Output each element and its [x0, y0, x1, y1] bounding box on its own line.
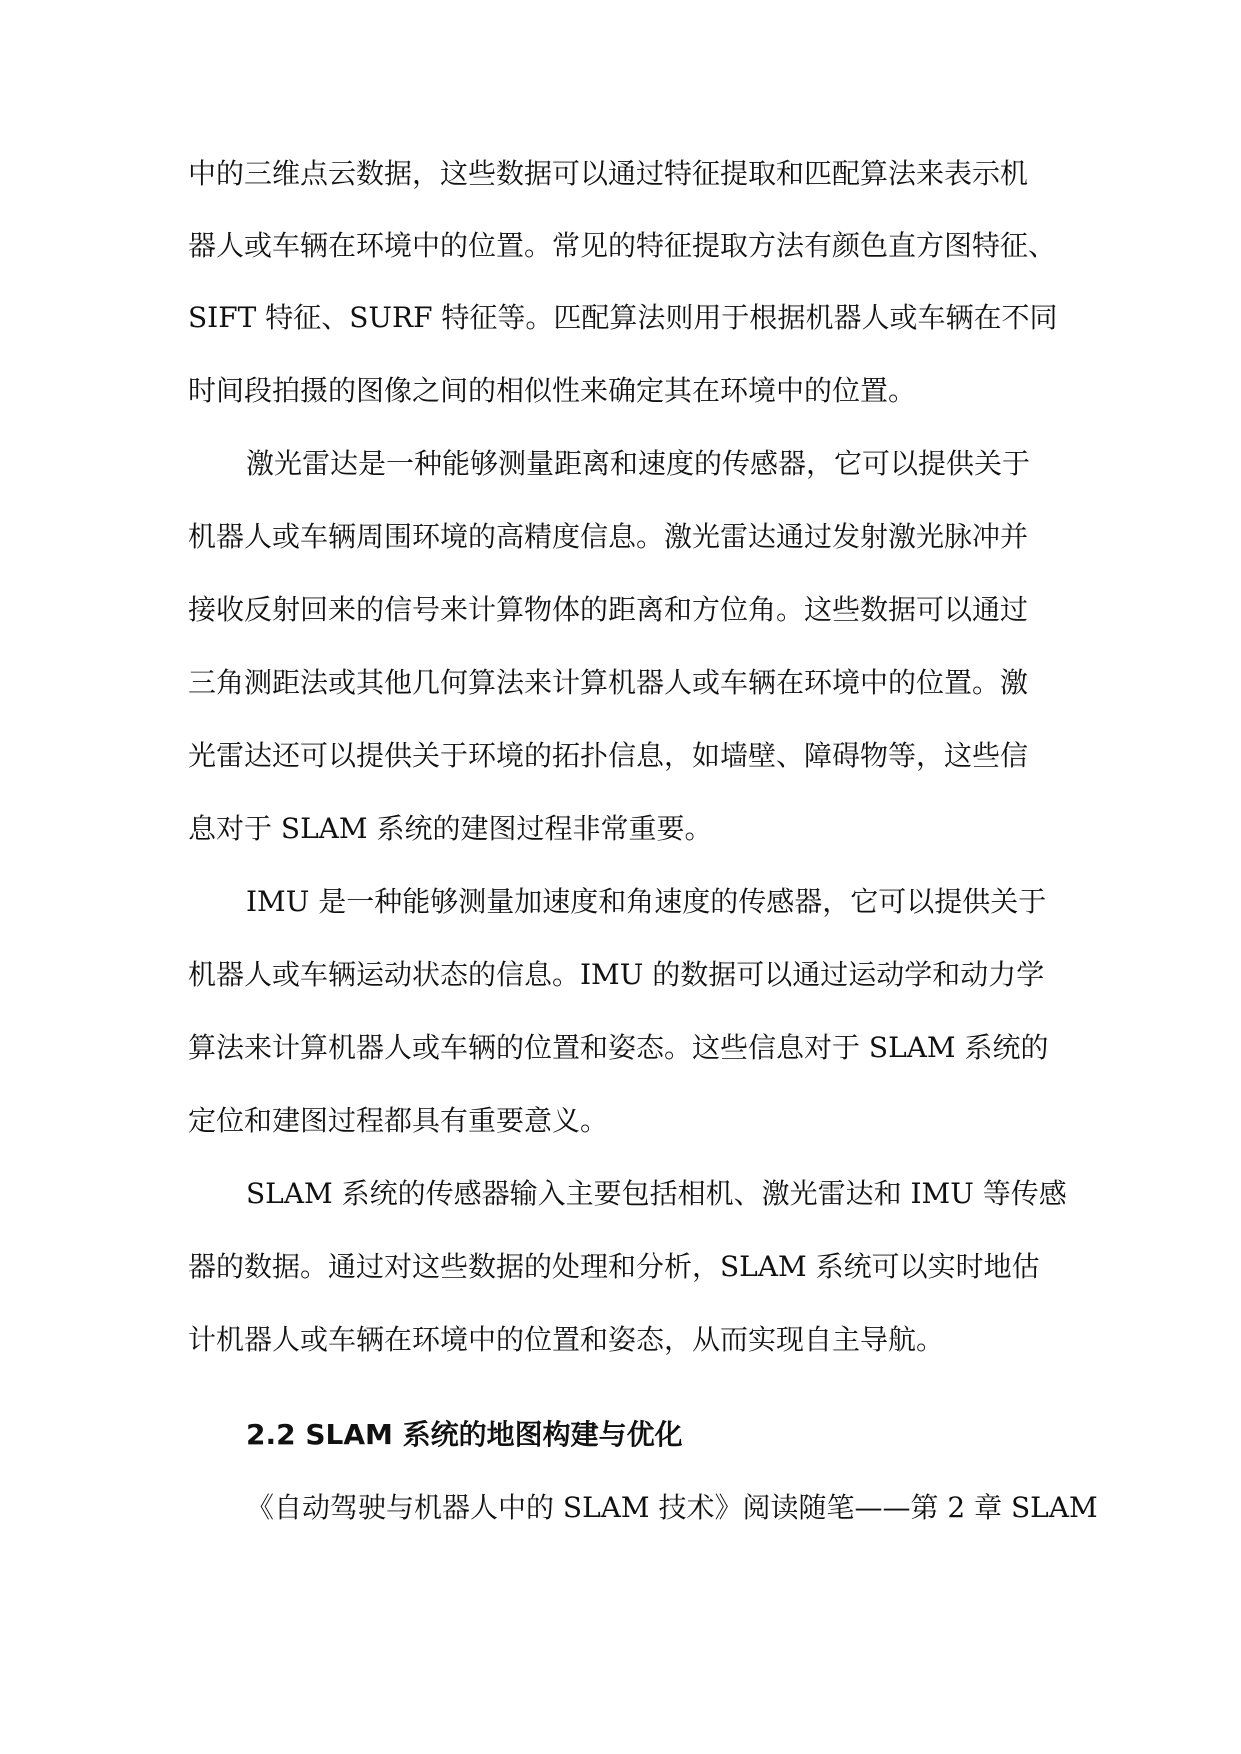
- body-line-16: 器的数据。通过对这些数据的处理和分析，SLAM 系统可以实时地估: [188, 1250, 1040, 1283]
- body-line-7: 接收反射回来的信号来计算物体的距离和方位角。这些数据可以通过: [188, 593, 1029, 626]
- body-line-17: 计机器人或车辆在环境中的位置和姿态，从而实现自主导航。: [188, 1323, 945, 1356]
- body-line-4: 时间段拍摄的图像之间的相似性来确定其在环境中的位置。: [188, 374, 917, 407]
- footer-line: 《自动驾驶与机器人中的 SLAM 技术》阅读随笔——第 2 章 SLAM: [246, 1491, 1098, 1524]
- body-line-3: SIFT 特征、SURF 特征等。匹配算法则用于根据机器人或车辆在不同: [188, 301, 1058, 334]
- section-heading: 2.2 SLAM 系统的地图构建与优化: [246, 1418, 683, 1451]
- body-line-12: 机器人或车辆运动状态的信息。IMU 的数据可以通过运动学和动力学: [188, 958, 1045, 991]
- body-line-6: 机器人或车辆周围环境的高精度信息。激光雷达通过发射激光脉冲并: [188, 520, 1029, 553]
- body-line-13: 算法来计算机器人或车辆的位置和姿态。这些信息对于 SLAM 系统的: [188, 1031, 1049, 1064]
- body-line-15: SLAM 系统的传感器输入主要包括相机、激光雷达和 IMU 等传感: [246, 1177, 1067, 1210]
- body-line-5: 激光雷达是一种能够测量距离和速度的传感器，它可以提供关于: [246, 447, 1031, 480]
- body-line-14: 定位和建图过程都具有重要意义。: [188, 1104, 609, 1137]
- body-line-9: 光雷达还可以提供关于环境的拓扑信息，如墙壁、障碍物等，这些信: [188, 739, 1029, 772]
- body-line-8: 三角测距法或其他几何算法来计算机器人或车辆在环境中的位置。激: [188, 666, 1029, 699]
- body-line-1: 中的三维点云数据，这些数据可以通过特征提取和匹配算法来表示机: [188, 157, 1029, 190]
- body-line-10: 息对于 SLAM 系统的建图过程非常重要。: [188, 812, 713, 845]
- body-line-2: 器人或车辆在环境中的位置。常见的特征提取方法有颜色直方图特征、: [188, 229, 1057, 262]
- body-line-11: IMU 是一种能够测量加速度和角速度的传感器，它可以提供关于: [246, 885, 1047, 918]
